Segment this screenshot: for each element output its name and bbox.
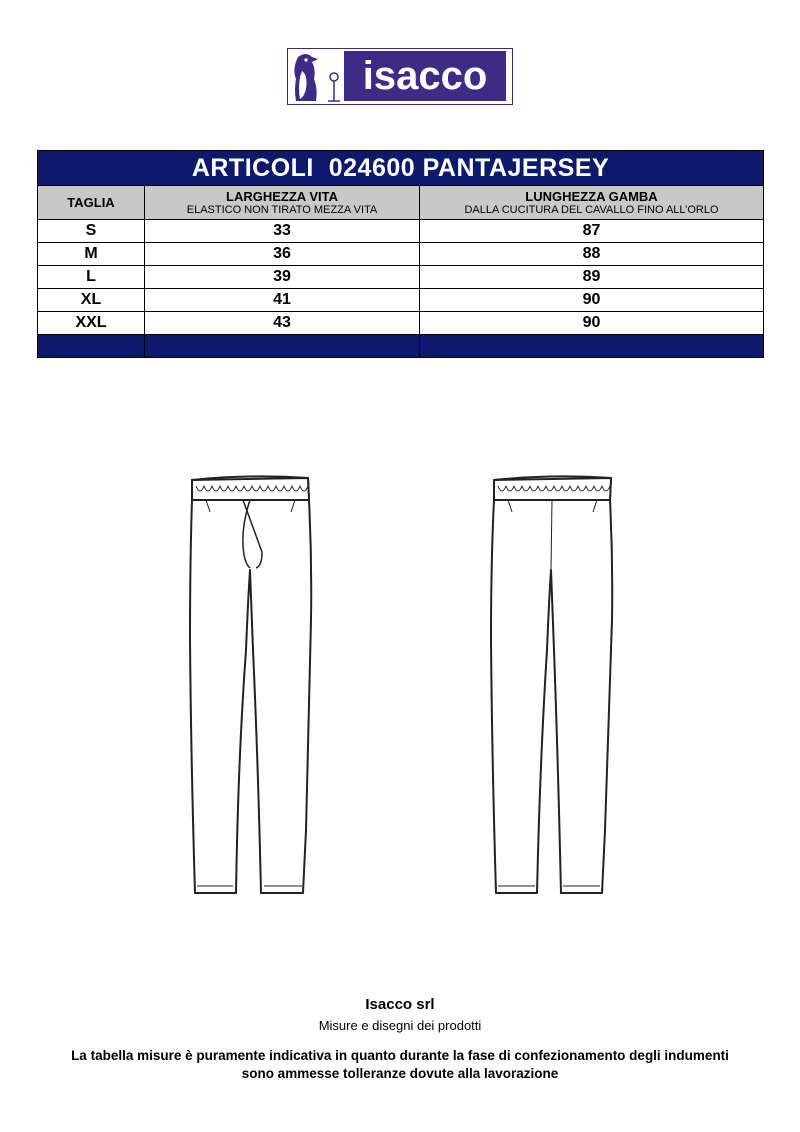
size-cell: S (38, 220, 145, 243)
size-cell: XXL (38, 312, 145, 335)
size-cell: M (38, 243, 145, 266)
column-header-label: LUNGHEZZA GAMBA (525, 188, 658, 204)
waist-cell: 43 (145, 312, 420, 335)
size-cell: L (38, 266, 145, 289)
disclaimer-line: sono ammesse tolleranze dovute alla lavorazione (241, 1066, 559, 1081)
leg-cell: 87 (420, 220, 764, 243)
column-header-label: TAGLIA (67, 195, 115, 210)
trousers-back-view (491, 476, 612, 893)
leg-cell: 90 (420, 289, 764, 312)
column-header-label: LARGHEZZA VITA (226, 188, 338, 204)
disclaimer-line: La tabella misure è puramente indicativa in quanto durante la fase di confezionamento degli indumenti (71, 1048, 729, 1063)
trousers-front-view (190, 476, 311, 893)
leg-cell: 88 (420, 243, 764, 266)
column-header-sublabel: ELASTICO NON TIRATO MEZZA VITA (186, 203, 378, 216)
leg-cell: 90 (420, 312, 764, 335)
brand-name: isacco (344, 51, 506, 101)
leg-cell: 89 (420, 266, 764, 289)
waist-cell: 39 (145, 266, 420, 289)
waist-cell: 33 (145, 220, 420, 243)
footer-subtitle: Misure e disegni dei prodotti (318, 1018, 482, 1033)
disclaimer (60, 1047, 740, 1083)
company-name: Isacco srl (365, 996, 435, 1013)
waist-cell: 41 (145, 289, 420, 312)
size-cell: XL (38, 289, 145, 312)
waist-cell: 36 (145, 243, 420, 266)
column-header-sublabel: DALLA CUCITURA DEL CAVALLO FINO ALL’ORLO (464, 203, 719, 216)
table-title: ARTICOLI 024600 PANTAJERSEY (38, 151, 764, 186)
